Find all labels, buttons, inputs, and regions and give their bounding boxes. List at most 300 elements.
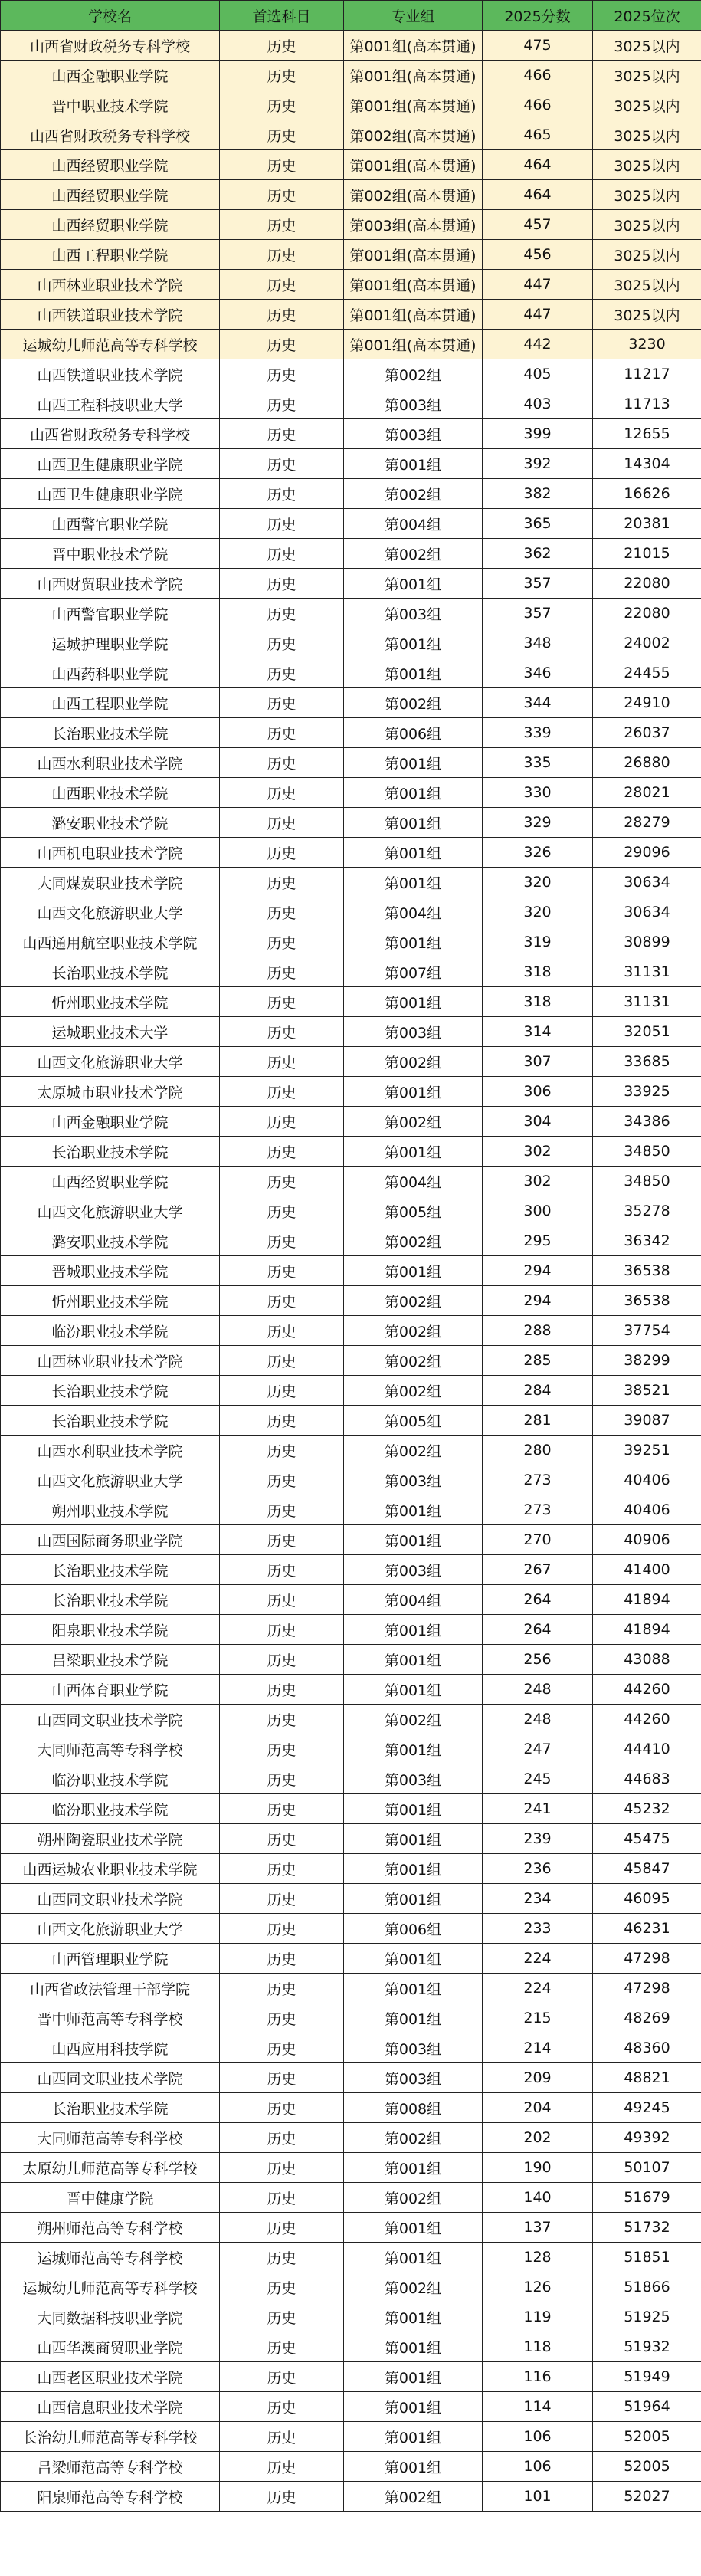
table-row [1, 1884, 701, 1914]
cell-rank: 3230 [593, 330, 701, 359]
cell-group: 第001组 [344, 569, 483, 599]
cell-school: 山西文化旅游职业大学 [1, 897, 220, 927]
cell-score: 304 [483, 1107, 593, 1137]
cell-rank: 31131 [593, 987, 701, 1017]
cell-score: 285 [483, 1346, 593, 1376]
table-row [1, 688, 701, 718]
cell-subject: 历史 [220, 688, 344, 718]
cell-score: 247 [483, 1734, 593, 1764]
cell-school: 山西经贸职业学院 [1, 180, 220, 210]
cell-score: 300 [483, 1196, 593, 1226]
cell-subject: 历史 [220, 1077, 344, 1107]
cell-score: 456 [483, 240, 593, 270]
cell-subject: 历史 [220, 868, 344, 897]
cell-rank: 3025以内 [593, 300, 701, 330]
table-row [1, 1675, 701, 1705]
cell-subject: 历史 [220, 1465, 344, 1495]
cell-rank: 45475 [593, 1824, 701, 1854]
table-row [1, 210, 701, 240]
cell-school: 潞安职业技术学院 [1, 1226, 220, 1256]
cell-score: 273 [483, 1495, 593, 1525]
header-row [1, 1, 701, 31]
cell-rank: 38299 [593, 1346, 701, 1376]
cell-group: 第001组(高本贯通) [344, 330, 483, 359]
cell-score: 209 [483, 2063, 593, 2093]
cell-group: 第001组 [344, 1884, 483, 1914]
cell-school: 山西经贸职业学院 [1, 210, 220, 240]
cell-subject: 历史 [220, 1555, 344, 1585]
table-body [1, 31, 701, 2512]
cell-subject: 历史 [220, 1615, 344, 1645]
cell-group: 第002组 [344, 1376, 483, 1406]
cell-school: 临汾职业技术学院 [1, 1316, 220, 1346]
cell-score: 202 [483, 2123, 593, 2153]
cell-subject: 历史 [220, 1107, 344, 1137]
table-row [1, 1824, 701, 1854]
cell-subject: 历史 [220, 658, 344, 688]
cell-subject: 历史 [220, 539, 344, 569]
cell-rank: 48269 [593, 2003, 701, 2033]
cell-score: 344 [483, 688, 593, 718]
table-row [1, 1495, 701, 1525]
cell-school: 潞安职业技术学院 [1, 808, 220, 838]
cell-rank: 34386 [593, 1107, 701, 1137]
cell-group: 第002组 [344, 1316, 483, 1346]
table-row [1, 599, 701, 628]
cell-school: 运城幼儿师范高等专科学校 [1, 2272, 220, 2302]
cell-subject: 历史 [220, 1436, 344, 1465]
cell-school: 山西文化旅游职业大学 [1, 1465, 220, 1495]
cell-group: 第004组 [344, 1585, 483, 1615]
cell-group: 第001组 [344, 1525, 483, 1555]
cell-group: 第001组(高本贯通) [344, 90, 483, 120]
header-group: 专业组 [344, 1, 483, 31]
table-row [1, 1316, 701, 1346]
cell-group: 第006组 [344, 718, 483, 748]
cell-score: 405 [483, 359, 593, 389]
cell-rank: 3025以内 [593, 270, 701, 300]
table-row [1, 1854, 701, 1884]
cell-school: 山西同文职业技术学院 [1, 1884, 220, 1914]
cell-school: 山西文化旅游职业大学 [1, 1196, 220, 1226]
cell-score: 319 [483, 927, 593, 957]
table-row [1, 509, 701, 539]
cell-subject: 历史 [220, 2452, 344, 2482]
cell-subject: 历史 [220, 569, 344, 599]
cell-subject: 历史 [220, 2362, 344, 2392]
cell-group: 第002组(高本贯通) [344, 120, 483, 150]
cell-rank: 49245 [593, 2093, 701, 2123]
cell-subject: 历史 [220, 897, 344, 927]
cell-rank: 50107 [593, 2153, 701, 2183]
cell-subject: 历史 [220, 31, 344, 61]
cell-group: 第001组 [344, 1854, 483, 1884]
table-row [1, 120, 701, 150]
cell-score: 284 [483, 1376, 593, 1406]
cell-subject: 历史 [220, 748, 344, 778]
cell-score: 320 [483, 868, 593, 897]
cell-subject: 历史 [220, 210, 344, 240]
cell-school: 阳泉师范高等专科学校 [1, 2482, 220, 2512]
cell-rank: 3025以内 [593, 31, 701, 61]
cell-group: 第001组 [344, 778, 483, 808]
cell-subject: 历史 [220, 1974, 344, 2003]
cell-score: 464 [483, 150, 593, 180]
cell-subject: 历史 [220, 419, 344, 449]
cell-rank: 40906 [593, 1525, 701, 1555]
cell-score: 346 [483, 658, 593, 688]
cell-school: 山西林业职业技术学院 [1, 270, 220, 300]
cell-group: 第001组 [344, 1675, 483, 1705]
cell-rank: 21015 [593, 539, 701, 569]
cell-school: 大同师范高等专科学校 [1, 2123, 220, 2153]
cell-score: 294 [483, 1256, 593, 1286]
cell-group: 第001组 [344, 987, 483, 1017]
cell-subject: 历史 [220, 2123, 344, 2153]
cell-school: 长治职业技术学院 [1, 1406, 220, 1436]
header-rank: 2025位次 [593, 1, 701, 31]
cell-school: 长治职业技术学院 [1, 957, 220, 987]
cell-school: 晋中职业技术学院 [1, 539, 220, 569]
cell-subject: 历史 [220, 927, 344, 957]
cell-school: 大同师范高等专科学校 [1, 1734, 220, 1764]
cell-rank: 3025以内 [593, 61, 701, 90]
table-row [1, 150, 701, 180]
cell-subject: 历史 [220, 778, 344, 808]
cell-score: 190 [483, 2153, 593, 2183]
cell-subject: 历史 [220, 1764, 344, 1794]
cell-school: 山西铁道职业技术学院 [1, 359, 220, 389]
cell-group: 第002组 [344, 1286, 483, 1316]
cell-rank: 45847 [593, 1854, 701, 1884]
cell-rank: 40406 [593, 1495, 701, 1525]
table-row [1, 2183, 701, 2213]
cell-score: 264 [483, 1585, 593, 1615]
table-row [1, 1047, 701, 1077]
cell-group: 第002组 [344, 1107, 483, 1137]
cell-score: 224 [483, 1944, 593, 1974]
table-row [1, 389, 701, 419]
cell-score: 118 [483, 2332, 593, 2362]
cell-score: 447 [483, 300, 593, 330]
cell-school: 山西应用科技学院 [1, 2033, 220, 2063]
cell-score: 101 [483, 2482, 593, 2512]
cell-score: 365 [483, 509, 593, 539]
table-row [1, 927, 701, 957]
cell-group: 第002组 [344, 1705, 483, 1734]
cell-score: 335 [483, 748, 593, 778]
cell-score: 307 [483, 1047, 593, 1077]
cell-score: 248 [483, 1705, 593, 1734]
cell-group: 第001组 [344, 2302, 483, 2332]
table-row [1, 1167, 701, 1196]
cell-school: 长治职业技术学院 [1, 1585, 220, 1615]
table-row [1, 1914, 701, 1944]
cell-group: 第003组(高本贯通) [344, 210, 483, 240]
cell-score: 256 [483, 1645, 593, 1675]
cell-group: 第002组 [344, 2183, 483, 2213]
cell-subject: 历史 [220, 838, 344, 868]
cell-subject: 历史 [220, 300, 344, 330]
cell-group: 第001组 [344, 658, 483, 688]
cell-group: 第003组 [344, 2063, 483, 2093]
cell-rank: 45232 [593, 1794, 701, 1824]
cell-group: 第001组 [344, 2003, 483, 2033]
cell-group: 第001组 [344, 2243, 483, 2272]
cell-subject: 历史 [220, 1256, 344, 1286]
cell-rank: 24455 [593, 658, 701, 688]
header-school: 学校名 [1, 1, 220, 31]
cell-subject: 历史 [220, 2033, 344, 2063]
cell-score: 295 [483, 1226, 593, 1256]
cell-school: 太原幼儿师范高等专科学校 [1, 2153, 220, 2183]
cell-score: 382 [483, 479, 593, 509]
cell-school: 朔州职业技术学院 [1, 1495, 220, 1525]
cell-rank: 44410 [593, 1734, 701, 1764]
cell-subject: 历史 [220, 1734, 344, 1764]
cell-rank: 3025以内 [593, 90, 701, 120]
cell-score: 248 [483, 1675, 593, 1705]
table-row [1, 1107, 701, 1137]
cell-score: 280 [483, 1436, 593, 1465]
cell-group: 第001组(高本贯通) [344, 61, 483, 90]
cell-school: 山西省财政税务专科学校 [1, 120, 220, 150]
cell-score: 357 [483, 599, 593, 628]
cell-subject: 历史 [220, 957, 344, 987]
cell-group: 第002组 [344, 1436, 483, 1465]
cell-group: 第001组 [344, 1794, 483, 1824]
cell-rank: 3025以内 [593, 180, 701, 210]
table-row [1, 1615, 701, 1645]
table-row [1, 1555, 701, 1585]
cell-score: 106 [483, 2422, 593, 2452]
table-row [1, 2063, 701, 2093]
cell-school: 山西体育职业学院 [1, 1675, 220, 1705]
cell-subject: 历史 [220, 1376, 344, 1406]
cell-score: 302 [483, 1137, 593, 1167]
table-row [1, 2362, 701, 2392]
cell-subject: 历史 [220, 150, 344, 180]
cell-group: 第003组 [344, 1764, 483, 1794]
cell-subject: 历史 [220, 2213, 344, 2243]
cell-rank: 36538 [593, 1286, 701, 1316]
table-row [1, 2392, 701, 2422]
cell-school: 山西金融职业学院 [1, 1107, 220, 1137]
cell-school: 山西运城农业职业技术学院 [1, 1854, 220, 1884]
cell-subject: 历史 [220, 479, 344, 509]
cell-school: 长治职业技术学院 [1, 2093, 220, 2123]
cell-subject: 历史 [220, 2482, 344, 2512]
cell-school: 长治职业技术学院 [1, 1376, 220, 1406]
cell-score: 288 [483, 1316, 593, 1346]
cell-subject: 历史 [220, 987, 344, 1017]
cell-score: 241 [483, 1794, 593, 1824]
table-row [1, 479, 701, 509]
cell-subject: 历史 [220, 1794, 344, 1824]
cell-school: 山西省政法管理干部学院 [1, 1974, 220, 2003]
cell-school: 太原城市职业技术学院 [1, 1077, 220, 1107]
table-row [1, 987, 701, 1017]
cell-group: 第006组 [344, 1914, 483, 1944]
cell-subject: 历史 [220, 599, 344, 628]
cell-school: 山西文化旅游职业大学 [1, 1914, 220, 1944]
cell-school: 朔州师范高等专科学校 [1, 2213, 220, 2243]
cell-group: 第001组 [344, 1824, 483, 1854]
table-row [1, 1705, 701, 1734]
cell-rank: 33685 [593, 1047, 701, 1077]
cell-group: 第003组 [344, 389, 483, 419]
cell-group: 第001组 [344, 1137, 483, 1167]
cell-subject: 历史 [220, 1645, 344, 1675]
cell-score: 306 [483, 1077, 593, 1107]
cell-group: 第002组 [344, 2482, 483, 2512]
table-row [1, 2153, 701, 2183]
cell-rank: 16626 [593, 479, 701, 509]
cell-subject: 历史 [220, 2003, 344, 2033]
cell-score: 224 [483, 1974, 593, 2003]
cell-group: 第005组 [344, 1196, 483, 1226]
cell-group: 第001组 [344, 628, 483, 658]
cell-subject: 历史 [220, 389, 344, 419]
cell-subject: 历史 [220, 1914, 344, 1944]
cell-score: 294 [483, 1286, 593, 1316]
cell-group: 第002组 [344, 539, 483, 569]
cell-subject: 历史 [220, 1525, 344, 1555]
cell-subject: 历史 [220, 2422, 344, 2452]
cell-school: 山西信息职业技术学院 [1, 2392, 220, 2422]
cell-group: 第001组 [344, 1495, 483, 1525]
table-row [1, 1525, 701, 1555]
table-row [1, 1944, 701, 1974]
cell-subject: 历史 [220, 509, 344, 539]
cell-subject: 历史 [220, 1316, 344, 1346]
table-row [1, 1585, 701, 1615]
cell-school: 山西水利职业技术学院 [1, 748, 220, 778]
cell-rank: 43088 [593, 1645, 701, 1675]
cell-group: 第003组 [344, 1017, 483, 1047]
cell-rank: 44683 [593, 1764, 701, 1794]
cell-rank: 11713 [593, 389, 701, 419]
table-row [1, 1436, 701, 1465]
table-row [1, 61, 701, 90]
table-row [1, 1734, 701, 1764]
cell-school: 山西经贸职业学院 [1, 150, 220, 180]
cell-school: 阳泉职业技术学院 [1, 1615, 220, 1645]
cell-rank: 46231 [593, 1914, 701, 1944]
cell-school: 忻州职业技术学院 [1, 987, 220, 1017]
cell-score: 339 [483, 718, 593, 748]
cell-group: 第001组(高本贯通) [344, 150, 483, 180]
cell-rank: 3025以内 [593, 210, 701, 240]
cell-group: 第002组 [344, 688, 483, 718]
cell-school: 晋中健康学院 [1, 2183, 220, 2213]
cell-score: 466 [483, 90, 593, 120]
table-row [1, 2452, 701, 2482]
cell-school: 长治幼儿师范高等专科学校 [1, 2422, 220, 2452]
cell-subject: 历史 [220, 1047, 344, 1077]
cell-score: 465 [483, 120, 593, 150]
cell-group: 第002组 [344, 1047, 483, 1077]
cell-rank: 38521 [593, 1376, 701, 1406]
cell-rank: 44260 [593, 1705, 701, 1734]
cell-rank: 33925 [593, 1077, 701, 1107]
cell-score: 318 [483, 957, 593, 987]
cell-rank: 48360 [593, 2033, 701, 2063]
cell-school: 大同数据科技职业学院 [1, 2302, 220, 2332]
cell-rank: 41894 [593, 1615, 701, 1645]
cell-school: 山西卫生健康职业学院 [1, 449, 220, 479]
cell-school: 山西经贸职业学院 [1, 1167, 220, 1196]
cell-score: 119 [483, 2302, 593, 2332]
cell-subject: 历史 [220, 270, 344, 300]
cell-subject: 历史 [220, 2063, 344, 2093]
cell-rank: 51732 [593, 2213, 701, 2243]
cell-score: 392 [483, 449, 593, 479]
cell-school: 吕梁职业技术学院 [1, 1645, 220, 1675]
cell-score: 457 [483, 210, 593, 240]
cell-school: 山西卫生健康职业学院 [1, 479, 220, 509]
cell-rank: 3025以内 [593, 240, 701, 270]
cell-group: 第002组 [344, 1226, 483, 1256]
cell-subject: 历史 [220, 1167, 344, 1196]
table-row [1, 778, 701, 808]
cell-score: 234 [483, 1884, 593, 1914]
cell-subject: 历史 [220, 1017, 344, 1047]
cell-school: 山西文化旅游职业大学 [1, 1047, 220, 1077]
table-row [1, 2243, 701, 2272]
cell-subject: 历史 [220, 1286, 344, 1316]
cell-rank: 47298 [593, 1974, 701, 2003]
cell-group: 第001组(高本贯通) [344, 31, 483, 61]
cell-rank: 30634 [593, 868, 701, 897]
cell-group: 第001组 [344, 808, 483, 838]
cell-group: 第001组 [344, 1944, 483, 1974]
cell-subject: 历史 [220, 61, 344, 90]
cell-rank: 46095 [593, 1884, 701, 1914]
table-row [1, 2123, 701, 2153]
cell-score: 215 [483, 2003, 593, 2033]
cell-group: 第001组 [344, 2392, 483, 2422]
cell-score: 106 [483, 2452, 593, 2482]
cell-rank: 3025以内 [593, 150, 701, 180]
cell-subject: 历史 [220, 2392, 344, 2422]
cell-subject: 历史 [220, 330, 344, 359]
cell-score: 114 [483, 2392, 593, 2422]
cell-school: 山西同文职业技术学院 [1, 2063, 220, 2093]
cell-score: 442 [483, 330, 593, 359]
cell-subject: 历史 [220, 90, 344, 120]
cell-rank: 51679 [593, 2183, 701, 2213]
cell-school: 朔州陶瓷职业技术学院 [1, 1824, 220, 1854]
cell-rank: 29096 [593, 838, 701, 868]
cell-group: 第001组 [344, 1615, 483, 1645]
cell-subject: 历史 [220, 1585, 344, 1615]
cell-subject: 历史 [220, 2093, 344, 2123]
table-row [1, 1376, 701, 1406]
cell-group: 第001组 [344, 2332, 483, 2362]
table-row [1, 2213, 701, 2243]
cell-school: 山西省财政税务专科学校 [1, 31, 220, 61]
cell-subject: 历史 [220, 1675, 344, 1705]
cell-rank: 51866 [593, 2272, 701, 2302]
cell-subject: 历史 [220, 2272, 344, 2302]
cell-group: 第004组 [344, 509, 483, 539]
cell-rank: 28279 [593, 808, 701, 838]
table-row [1, 1226, 701, 1256]
cell-rank: 34850 [593, 1167, 701, 1196]
cell-subject: 历史 [220, 2153, 344, 2183]
table-row [1, 300, 701, 330]
